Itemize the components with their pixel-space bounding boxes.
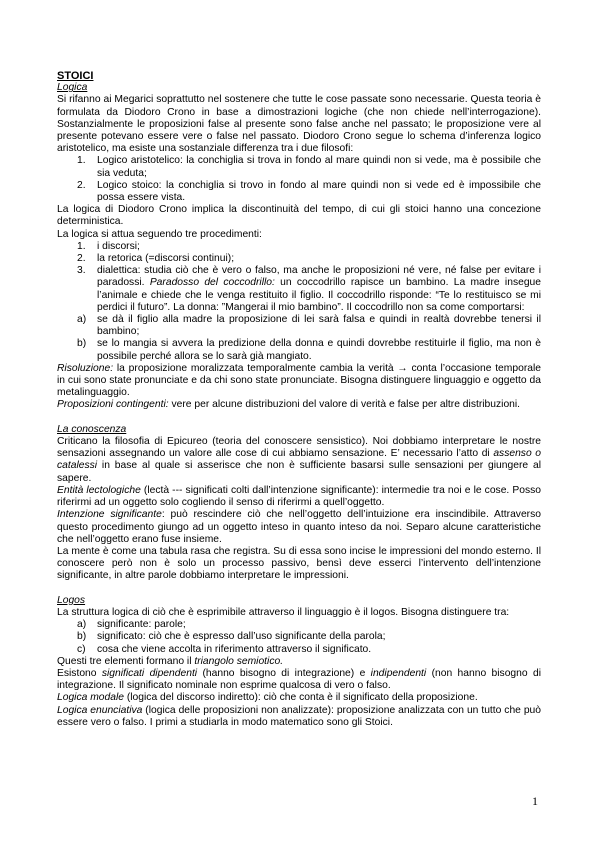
italic-term: triangolo semiotico. [194, 655, 284, 667]
list-marker: 1. [77, 155, 86, 167]
list-item-text: cosa che viene accolta in riferimento attraverso il significato. [97, 643, 372, 655]
list-item-text: se lo mangia si avvera la predizione della donna e quindi dovrebbe restituirle il figlio, ma non è possibile perché allora se lo sarà già mangiato. [97, 338, 541, 362]
document-body [57, 70, 541, 729]
list-item-text: se dà il figlio alla madre la proposizione di lei sarà falsa e quindi in realtà dovrebbe tenersi il bambino; [97, 314, 541, 338]
list-item-text: un coccodrillo rapisce un bambino. La madre insegue l’animale e chiede che le venga restituito il figlio. Il coccodrillo risponde: “Te lo restituisco se mi perdici il futuro”. La donna: ”Mangerai il mio bambino”. Il coccodrillo non sa come comportarsi: [97, 277, 542, 313]
list-item [57, 314, 541, 338]
italic-term: Logica enunciativa [57, 704, 143, 716]
paragraph [57, 705, 541, 729]
list-item-text: significante: parole; [97, 619, 186, 631]
list-item [57, 265, 541, 314]
list-marker: 2. [77, 179, 86, 191]
list-marker: 2. [77, 253, 86, 265]
italic-term: Paradosso del coccodrillo: [149, 277, 275, 289]
list-marker: a) [77, 619, 87, 631]
paragraph [57, 692, 541, 704]
list-item [57, 644, 541, 656]
italic-term: Entità lectologiche [57, 484, 141, 496]
list-item-text: Logico aristotelico: la conchiglia si trova in fondo al mare quindi non si vede, ma è possibile che sia veduta; [97, 155, 541, 179]
list-marker: c) [77, 643, 86, 655]
list-item-text: significato: ciò che è espresso dall’uso significante della parola; [97, 631, 386, 643]
list-item [57, 180, 541, 204]
italic-term: significati dipendenti [101, 667, 198, 679]
list-item [57, 241, 541, 253]
list-item [57, 253, 541, 265]
paragraph-text: (hanno bisogno di integrazione) e [197, 667, 371, 679]
paragraph [57, 656, 541, 668]
list-item [57, 619, 541, 631]
lettered-list [57, 619, 541, 656]
paragraph: La struttura logica di ciò che è esprimibile attraverso il linguaggio è il logos. Bisogna distinguere tra: [57, 606, 510, 618]
list-item-text: i discorsi; [97, 240, 140, 252]
paragraph-text: (lectà --- significati colti dall’intenzione significante): intermedie tra noi e le cose. Posso riferirmi ad un oggetto solo cogliendo il senso di riferirmi a quell’oggetto. [57, 484, 542, 509]
list-item [57, 631, 541, 643]
list-item [57, 338, 541, 362]
italic-term: Logica modale [57, 692, 124, 704]
paragraph [57, 509, 541, 546]
paragraph-text: vere per alcune distribuzioni del valore di verità e false per altre distribuzioni. [168, 399, 521, 411]
paragraph-text: Criticano la filosofia di Epicureo (teoria del conoscere sensistico). Noi dobbiamo interpretare le nostre sensazioni assegnando un valore alle cose di cui abbiamo sensazione. E’ necessario l’atto di [57, 436, 541, 460]
list-marker: b) [77, 338, 87, 350]
paragraph [57, 399, 541, 411]
paragraph: La mente è come una tabula rasa che registra. Su di essa sono incise le impressioni del mondo esterno. Il conoscere però non è solo un processo passivo, bensì deve esserci l’intervento dell’intenzione significante, in altre parole dobbiamo interpretare le impressioni. [57, 545, 541, 582]
italic-term: Intenzione significante [57, 509, 162, 521]
list-marker: 3. [77, 265, 86, 277]
paragraph-text: Questi tre elementi formano il [57, 655, 195, 667]
italic-term: Proposizioni contingenti: [57, 399, 169, 411]
paragraph-text: (logica delle proposizioni non analizzate): proposizione analizzata con un tutto che può essere vero o falso. I primi a studiarla in modo matematico sono gli Stoici. [57, 704, 542, 728]
paragraph [57, 485, 541, 509]
section-heading-logos: Logos [57, 594, 86, 606]
list-marker: a) [77, 314, 87, 326]
paragraph [57, 363, 541, 400]
spacer [57, 412, 541, 424]
lettered-list [57, 314, 541, 363]
italic-term: Risoluzione: [57, 362, 114, 374]
section-heading-logica: Logica [57, 82, 88, 94]
paragraph: La logica si attua seguendo tre procedimenti: [57, 228, 262, 240]
list-item [57, 155, 541, 179]
numbered-list [57, 241, 541, 314]
page-number: 1 [532, 794, 538, 808]
numbered-list [57, 155, 541, 204]
section-heading-conoscenza: La conoscenza [57, 423, 127, 435]
list-item-text: Logico stoico: la conchiglia si trovo in fondo al mare quindi non si vede ed è impossibile che possa essere vista. [97, 179, 541, 204]
paragraph: Si rifanno ai Megarici soprattutto nel sostenere che tutte le cose passate sono necessarie. Questa teoria è formulata da Diodoro Crono in base a dimostrazioni logiche (che non chiede nell’interrogazione). Sostanzialmente le proposizioni false al presente sono false anche nel passato; le proposizione vere al presente potevano essere vere o false nel passato. Diodoro Crono segue lo schema d’inferenza logico aristotelico, ma esiste una sostanziale differenza tra i due filosofi: [57, 94, 541, 155]
list-marker: 1. [77, 240, 86, 252]
paragraph-text: Esistono [57, 667, 102, 679]
paragraph-text: la proposizione moralizzata temporalmente cambia la verità → conta l’occasione temporale in cui sono state pronunciate e da chi sono state pronunciate. Bisogna distinguere linguaggio e oggetto da metalinguaggio. [57, 362, 541, 399]
italic-term: assenso o catalessi [57, 448, 541, 472]
list-item-text: la retorica (=discorsi continui); [97, 253, 235, 265]
list-marker: b) [77, 631, 87, 643]
spacer [57, 583, 541, 595]
italic-term: indipendenti [370, 667, 427, 679]
document-title: STOICI [57, 70, 94, 82]
paragraph-text: in base al quale si asserisce che non è sufficiente basarsi sulle sensazioni per giungere al sapere. [57, 460, 541, 484]
list-item-text: dialettica: studia ciò che è vero o falso, ma anche le proposizioni né vere, né false per evitare i paradossi. [97, 265, 541, 289]
paragraph-text: (logica del discorso indiretto): ciò che conta è il significato della proposizione. [123, 692, 478, 704]
paragraph-text: : può rescindere ciò che nell’oggetto dell’intuizione era inscindibile. Attraverso questo procedimento giungo ad un oggetto inteso in quanto inteso da noi. Separo alcune caratteristiche che nell’oggetto erano fuse insieme. [57, 509, 541, 545]
paragraph [57, 668, 541, 692]
paragraph [57, 436, 541, 485]
paragraph-text: (non hanno bisogno di integrazione. Il significato nominale non esprime qualcosa di vero o falso. [57, 667, 541, 692]
paragraph: La logica di Diodoro Crono implica la discontinuità del tempo, di cui gli stoici hanno una concezione deterministica. [57, 204, 541, 228]
